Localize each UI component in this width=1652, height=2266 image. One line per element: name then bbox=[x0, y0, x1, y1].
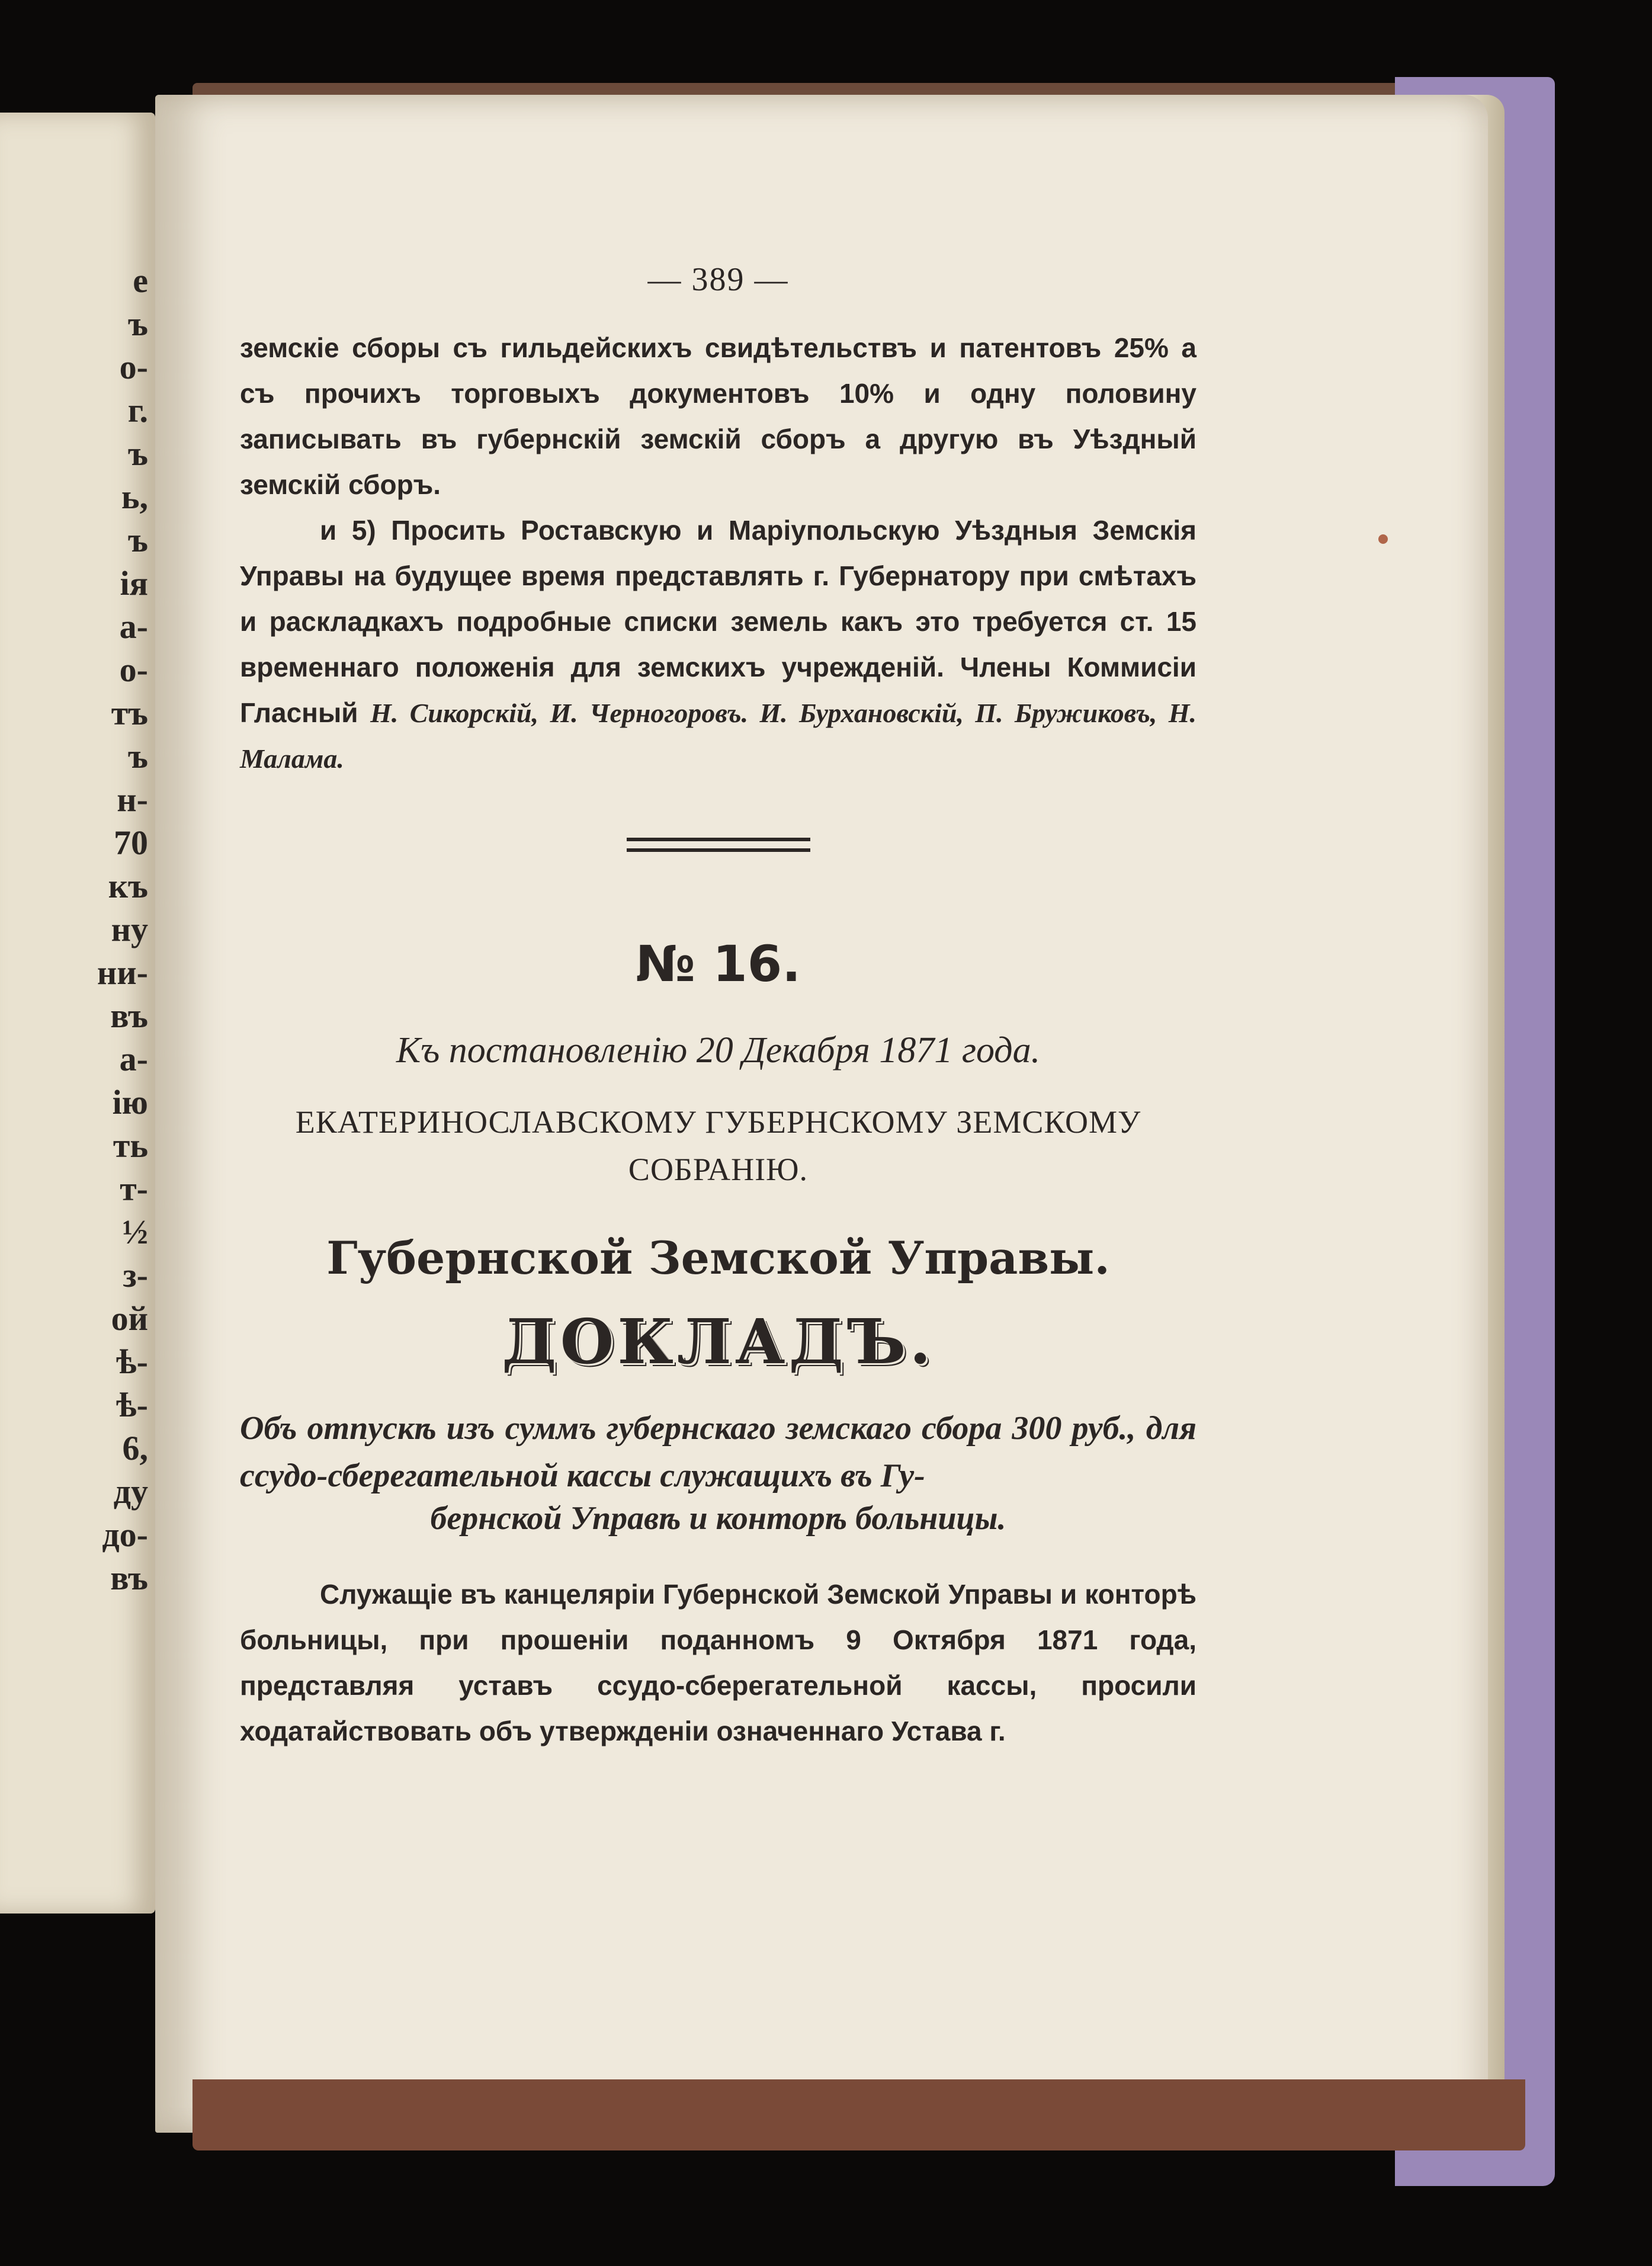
left-page-fragment: ія bbox=[120, 564, 148, 602]
section-divider bbox=[627, 838, 810, 852]
left-page-fragment: въ bbox=[110, 1559, 148, 1597]
ink-spot bbox=[1378, 534, 1388, 544]
left-page-fragment: з- bbox=[123, 1256, 148, 1294]
left-page-fragment: а- bbox=[119, 1040, 148, 1078]
left-page-fragment: ду bbox=[113, 1472, 148, 1511]
left-page-fragment: къ bbox=[108, 867, 148, 905]
report-title: ДОКЛАДЪ. bbox=[502, 1305, 935, 1378]
decree-reference: Къ постановленію 20 Декабря 1871 года. bbox=[396, 1030, 1041, 1070]
page-content bbox=[240, 261, 1197, 1754]
addressee-line-1: ЕКАТЕРИНОСЛАВСКОМУ ГУБЕРНСКОМУ ЗЕМСКОМУ bbox=[295, 1104, 1141, 1140]
left-page-fragment: ть bbox=[113, 1126, 148, 1165]
left-page-fragment: ъ bbox=[128, 737, 148, 775]
paragraph-continued: земскіе сборы съ гильдейскихъ свидѣтельствъ и патентовъ 25% а съ прочихъ торговыхъ документовъ 10% и одну половину записывать въ губернскій земскій сборъ а другую въ Уѣздный земскій сборъ. bbox=[240, 332, 1197, 500]
report-subject-end: бернской Управѣ и конторѣ больницы. bbox=[430, 1500, 1006, 1537]
left-page-fragment: 70 bbox=[114, 823, 148, 862]
left-page-fragment: т- bbox=[120, 1169, 148, 1208]
book-spine-bottom bbox=[193, 2079, 1525, 2150]
left-page-fragment: до- bbox=[102, 1515, 148, 1554]
left-page-fragment: ну bbox=[111, 910, 148, 948]
report-subject: Объ отпускѣ изъ суммъ губернскаго земскаго сбора 300 руб., для ссудо-сберегательной кассы служащихъ въ Гу- bbox=[240, 1410, 1197, 1494]
page-number: — 389 — bbox=[647, 261, 789, 298]
left-page-fragment: ъ bbox=[128, 305, 148, 343]
left-page-fragment: 6, bbox=[122, 1429, 148, 1467]
left-page-fragment: ой bbox=[111, 1299, 148, 1338]
left-page-fragment: ь, bbox=[121, 477, 148, 516]
document-number: № 16. bbox=[635, 935, 801, 993]
left-facing-page bbox=[0, 113, 155, 1914]
left-page-fragment: ѣ- bbox=[116, 1342, 148, 1381]
left-page-fragment: ію bbox=[112, 1083, 148, 1121]
paragraph-resolution-5 bbox=[240, 508, 1197, 781]
board-name-heading: Губернской Земской Управы. bbox=[326, 1232, 1110, 1284]
left-page-fragment: н- bbox=[117, 780, 148, 819]
addressee-line-2: СОБРАНІЮ. bbox=[628, 1152, 809, 1187]
resolution-text: и 5) Просить Роставскую и Маріупольскую Уѣздныя Земскія Управы на будущее время представлять г. Губернатору при смѣтахъ и раскладкахъ подробные списки земель какъ это требуется ст. 15 временнаго положенія для земскихъ учрежденій. Члены Коммисіи Гласный bbox=[240, 515, 1197, 728]
left-page-fragment: ѣ- bbox=[116, 1386, 148, 1424]
left-page-fragment: тъ bbox=[111, 694, 148, 732]
report-body: Служащіе въ канцеляріи Губернской Земской Управы и конторѣ больницы, при прошеніи поданномъ 9 Октября 1871 года, представляя уставъ ссудо-сберегательной кассы, просили ходатайствовать объ утвержденіи означеннаго Устава г. bbox=[240, 1579, 1197, 1746]
left-page-fragment: г. bbox=[127, 391, 148, 430]
left-page-fragment: ни- bbox=[97, 953, 148, 992]
left-page-fragment: ½ bbox=[122, 1213, 148, 1251]
left-page-fragment: ъ bbox=[128, 434, 148, 473]
left-page-fragment: а- bbox=[119, 607, 148, 646]
addressee bbox=[240, 1098, 1197, 1193]
left-page-fragment: ъ bbox=[128, 521, 148, 559]
left-page-fragment: въ bbox=[110, 996, 148, 1035]
left-page-fragment: е bbox=[133, 261, 148, 300]
left-page-fragment: о- bbox=[119, 348, 148, 386]
commission-signatories: Н. Сикорскій, И. Черногоровъ. И. Бурхановскій, П. Бружиковъ, Н. Малама. bbox=[240, 698, 1197, 774]
left-page-fragment: о- bbox=[119, 650, 148, 689]
